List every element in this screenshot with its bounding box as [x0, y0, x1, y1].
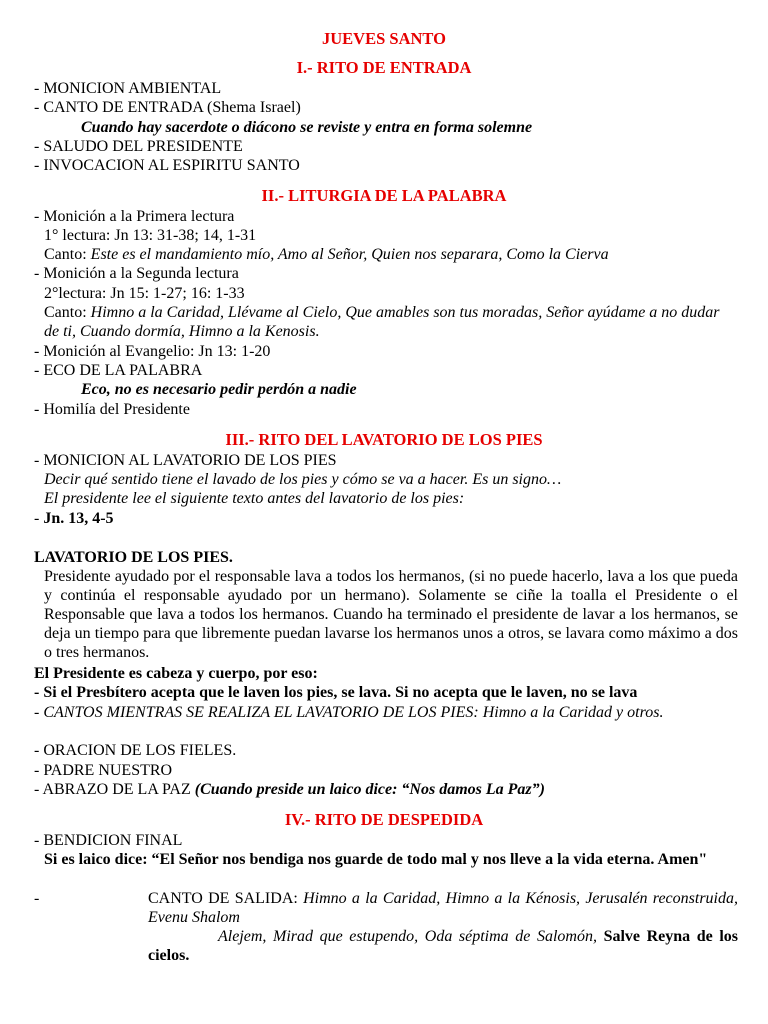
line-primera-lectura: 1° lectura: Jn 13: 31-38; 14, 1-31 — [44, 227, 257, 244]
line-monicion-lavatorio: - MONICION AL LAVATORIO DE LOS PIES — [34, 452, 337, 469]
line-cantos-lavatorio: - CANTOS MIENTRAS SE REALIZA EL LAVATORIO DE LOS PIES: Himno a la Caridad y otros. — [34, 704, 664, 721]
line-canto-segunda — [44, 303, 720, 322]
line-abrazo-paz — [34, 780, 545, 799]
canto-salida-list-cont: Alejem, Mirad que estupendo, Oda séptima de Salomón, — [218, 928, 604, 945]
line-sentido-lavado: Decir qué sentido tiene el lavado de los pies y cómo se va a hacer. Es un signo… — [44, 471, 562, 488]
line-monicion-evangelio: - Monición al Evangelio: Jn 13: 1-20 — [34, 343, 271, 360]
canto-salida-label: CANTO DE SALIDA: — [148, 890, 304, 907]
dash: - — [34, 510, 44, 527]
line-monicion-primera: - Monición a la Primera lectura — [34, 208, 235, 225]
section-heading-lavatorio: III.- RITO DEL LAVATORIO DE LOS PIES — [225, 430, 543, 449]
line-saludo-presidente: - SALUDO DEL PRESIDENTE — [34, 138, 243, 155]
line-eco-palabra: - ECO DE LA PALABRA — [34, 362, 203, 379]
scripture-ref: Jn. 13, 4-5 — [43, 510, 114, 527]
line-homilia: - Homilía del Presidente — [34, 401, 190, 418]
line-presidente-lee: El presidente lee el siguiente texto antes del lavatorio de los pies: — [44, 490, 465, 507]
abrazo-label: - ABRAZO DE LA PAZ — [34, 781, 195, 798]
line-rubrica-sacerdote: Cuando hay sacerdote o diácono se reviste y entra en forma solemne — [81, 119, 533, 136]
paragraph-lavatorio: Presidente ayudado por el responsable lava a todos los hermanos, (si no puede hacerlo, lava a los que pueda y continúa el responsable ayudado por un hermano). Solamente se ciñe la toalla el Presidente o el Responsable que lava a todos los hermanos. Cuando ha terminado el presidente de lavar a los hermanos, se deja un tiempo para que libremente puedan lavarse los hermanos unos a otros, se lavara como máximo a dos o tres hermanos. — [44, 568, 738, 661]
line-monicion-segunda: - Monición a la Segunda lectura — [34, 265, 239, 282]
canto-label: Canto: — [44, 304, 91, 321]
dash: - — [34, 890, 40, 907]
section-heading-liturgia-palabra: II.- LITURGIA DE LA PALABRA — [261, 186, 507, 205]
line-eco-rubrica: Eco, no es necesario pedir perdón a nadie — [81, 381, 357, 398]
canto-list: Himno a la Caridad, Llévame al Cielo, Que amables son tus moradas, Señor ayúdame a no dudar — [90, 304, 720, 321]
canto-label: Canto: — [44, 246, 91, 263]
line-bendicion-final: - BENDICION FINAL — [34, 832, 183, 849]
line-canto-primera — [44, 245, 609, 264]
line-oracion-fieles: - ORACION DE LOS FIELES. — [34, 742, 237, 759]
document-title: JUEVES SANTO — [322, 29, 446, 48]
paragraph-canto-salida — [148, 889, 738, 965]
line-padre-nuestro: - PADRE NUESTRO — [34, 762, 173, 779]
section-heading-despedida: IV.- RITO DE DESPEDIDA — [284, 810, 484, 829]
line-jn-13 — [34, 509, 114, 528]
subheading-lavatorio: LAVATORIO DE LOS PIES. — [34, 549, 233, 566]
section-heading-rito-de-entrada: I.- RITO DE ENTRADA — [296, 58, 472, 77]
line-laico-bendicion: Si es laico dice: “El Señor nos bendiga nos guarde de todo mal y nos lleve a la vida eterna. Amen" — [44, 851, 708, 868]
line-canto-segunda-cont: de ti, Cuando dormía, Himno a la Kenosis. — [44, 323, 320, 340]
line-segunda-lectura: 2°lectura: Jn 15: 1-27; 16: 1-33 — [44, 285, 245, 302]
abrazo-rubrica: (Cuando preside un laico dice: “Nos damos La Paz”) — [194, 781, 545, 798]
line-cabeza-cuerpo: El Presidente es cabeza y cuerpo, por eso: — [34, 665, 318, 682]
canto-salve-reyna: Salve Reyna de los cielos. — [148, 928, 739, 964]
canto-list: Este es el mandamiento mío, Amo al Señor, Quien nos separara, Como la Cierva — [90, 246, 609, 263]
line-invocacion-espiritu: - INVOCACION AL ESPIRITU SANTO — [34, 157, 300, 174]
line-canto-de-entrada: - CANTO DE ENTRADA (Shema Israel) — [34, 99, 301, 116]
line-presbitero: - Si el Presbítero acepta que le laven los pies, se lava. Si no acepta que le laven, no se lava — [34, 684, 638, 701]
canto-salida-list: Himno a la Caridad, Himno a la Kénosis, Jerusalén reconstruida, Evenu Shalom — [148, 890, 738, 926]
line-monicion-ambiental: - MONICION AMBIENTAL — [34, 80, 222, 97]
